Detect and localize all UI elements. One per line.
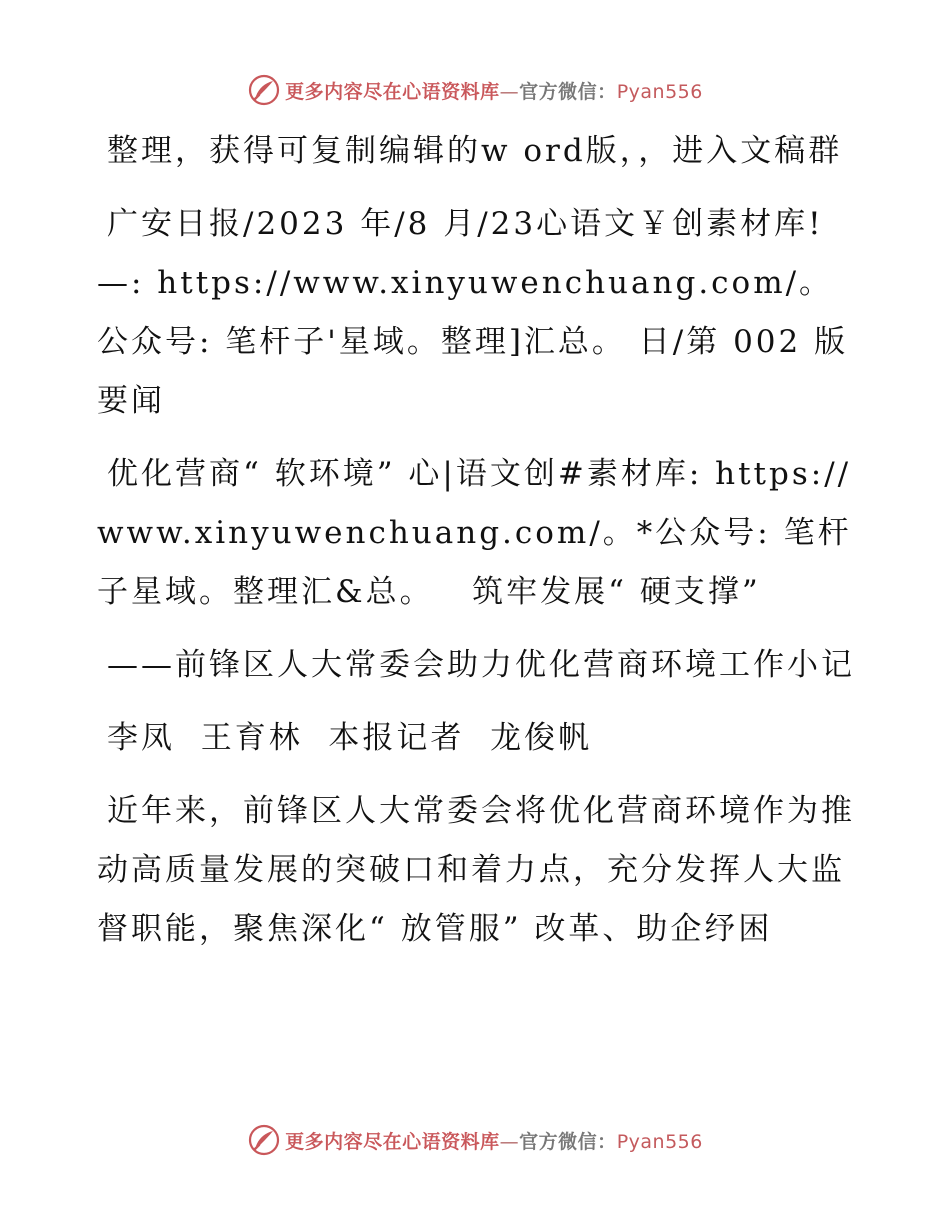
banner-title: 更多内容尽在心语资料库	[285, 1130, 500, 1153]
banner-separator: —	[499, 80, 520, 103]
banner-wechat-handle: Pyan556	[616, 80, 703, 103]
paragraph-byline: 李凤 王育林 本报记者 龙俊帆	[107, 720, 593, 756]
brush-logo-icon	[247, 1123, 281, 1157]
header-watermark-banner	[0, 70, 950, 110]
banner-title: 更多内容尽在心语资料库	[285, 80, 500, 103]
brush-logo-icon	[247, 73, 281, 107]
document-body	[97, 122, 857, 973]
banner-text	[285, 77, 703, 104]
banner-separator: —	[499, 1130, 520, 1153]
paragraph-body: 近年来，前锋区人大常委会将优化营商环境作为推动高质量发展的突破口和着力点，充分发挥人大监督职能，聚焦深化“ 放管服” 改革、助企纾困	[97, 793, 855, 947]
paragraph-source: 广安日报/2023 年/8 月/23心语文￥创素材库!—: https://www.xinyuwenchuang.com/。公众号: 笔杆子'星域。整理]汇总。 日/第 002 版要闻	[97, 206, 849, 419]
paragraph-intro: 整理，获得可复制编辑的w ord版，，进入文稿群	[107, 133, 843, 169]
banner-wechat-handle: Pyan556	[616, 1130, 703, 1153]
footer-watermark-banner	[0, 1120, 950, 1160]
banner-wechat-label: 官方微信：	[519, 1130, 617, 1153]
banner-text	[285, 1127, 703, 1154]
paragraph-subtitle: ——前锋区人大常委会助力优化营商环境工作小记	[107, 647, 855, 683]
paragraph-headline: 优化营商“ 软环境” 心|语文创#素材库: https://www.xinyuwenchuang.com/。*公众号: 笔杆子星域。整理汇&总。 筑牢发展“ 硬支撑”	[97, 456, 852, 610]
banner-wechat-label: 官方微信：	[519, 80, 617, 103]
